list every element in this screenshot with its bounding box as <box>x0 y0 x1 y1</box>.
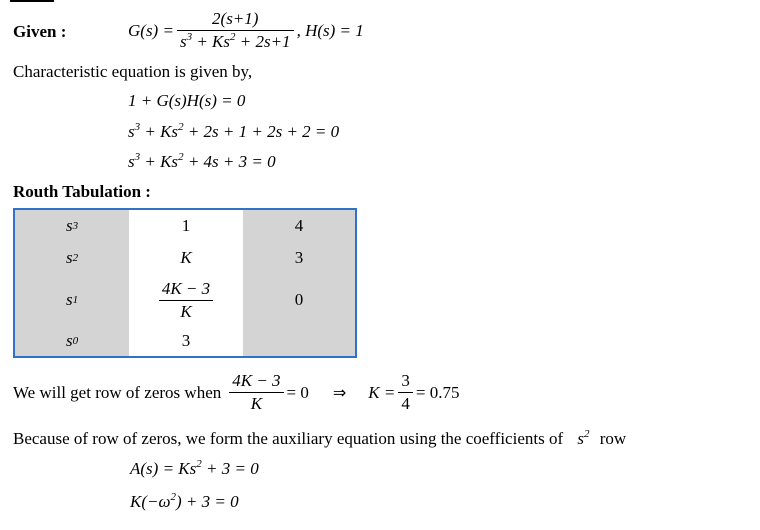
k-fraction-numerator: 3 <box>398 372 413 393</box>
routh-table <box>13 208 357 358</box>
g-lhs: G(s) = <box>128 20 174 40</box>
routh-fraction <box>159 280 213 321</box>
char-eq-line-1: 1 + G(s)H(s) = 0 <box>128 91 246 110</box>
routh-power-cell: s 1 <box>15 274 129 326</box>
g-fraction <box>177 10 294 51</box>
zeros-fraction-denominator: K <box>250 394 263 413</box>
routh-heading: Routh Tabulation : <box>13 182 151 201</box>
aux-line-1: $A(s) = Ks^2 + 3 = 0$ <box>130 458 259 478</box>
zeros-line <box>13 372 459 413</box>
routh-power-cell: s 0 <box>15 326 129 356</box>
zeros-text: We will get row of zeros when <box>13 382 222 402</box>
given-label: Given : <box>13 22 67 41</box>
zeros-fraction <box>229 372 283 413</box>
g-denominator: $s^3 + Ks^2 + 2s+1$ <box>179 31 291 51</box>
routh-coef-cell: 3 <box>243 242 355 274</box>
top-edge-fragment <box>0 0 60 4</box>
given-expression <box>128 10 364 51</box>
k-value: = 0.75 <box>415 382 460 402</box>
routh-coef-cell <box>243 326 355 356</box>
routh-row <box>15 210 355 242</box>
char-eq-intro: Characteristic equation is given by, <box>13 62 253 81</box>
routh-row <box>15 326 355 356</box>
k-fraction-denominator: 4 <box>401 394 410 413</box>
routh-coef-cell: 0 <box>243 274 355 326</box>
routh-power-cell: s 3 <box>15 210 129 242</box>
routh-fraction-numerator: 4K − 3 <box>159 280 213 301</box>
routh-coef-cell: 3 <box>129 326 243 356</box>
k-fraction <box>398 372 413 413</box>
aux-line-2: $K(-\omega^2) + 3 = 0$ <box>130 491 239 511</box>
routh-power-cell: s 2 <box>15 242 129 274</box>
routh-coef-cell: 1 <box>129 210 243 242</box>
g-numerator: 2(s+1) <box>177 10 294 31</box>
routh-coef-cell: 4 <box>243 210 355 242</box>
k-lhs: K = <box>368 382 396 402</box>
aux-intro: Because of row of zeros, we form the auxiliary equation using the coefficients of $s^2$ row <box>13 428 627 448</box>
routh-coef-cell: K <box>129 242 243 274</box>
char-eq-line-2: $s^3 + Ks^2 + 2s + 1 + 2s + 2 = 0$ <box>128 121 340 141</box>
routh-row <box>15 242 355 274</box>
char-eq-line-3: $s^3 + Ks^2 + 4s + 3 = 0$ <box>128 151 276 171</box>
h-expression: , H(s) = 1 <box>296 20 364 40</box>
aux-s-power: $s^2$ <box>577 428 590 448</box>
routh-fraction-denominator: K <box>180 301 192 321</box>
routh-row <box>15 274 355 326</box>
routh-coef-cell <box>129 274 243 326</box>
zeros-fraction-numerator: 4K − 3 <box>229 372 283 393</box>
implies-arrow-icon: ⇒ <box>332 383 347 402</box>
zeros-eq: = 0 <box>286 382 309 402</box>
